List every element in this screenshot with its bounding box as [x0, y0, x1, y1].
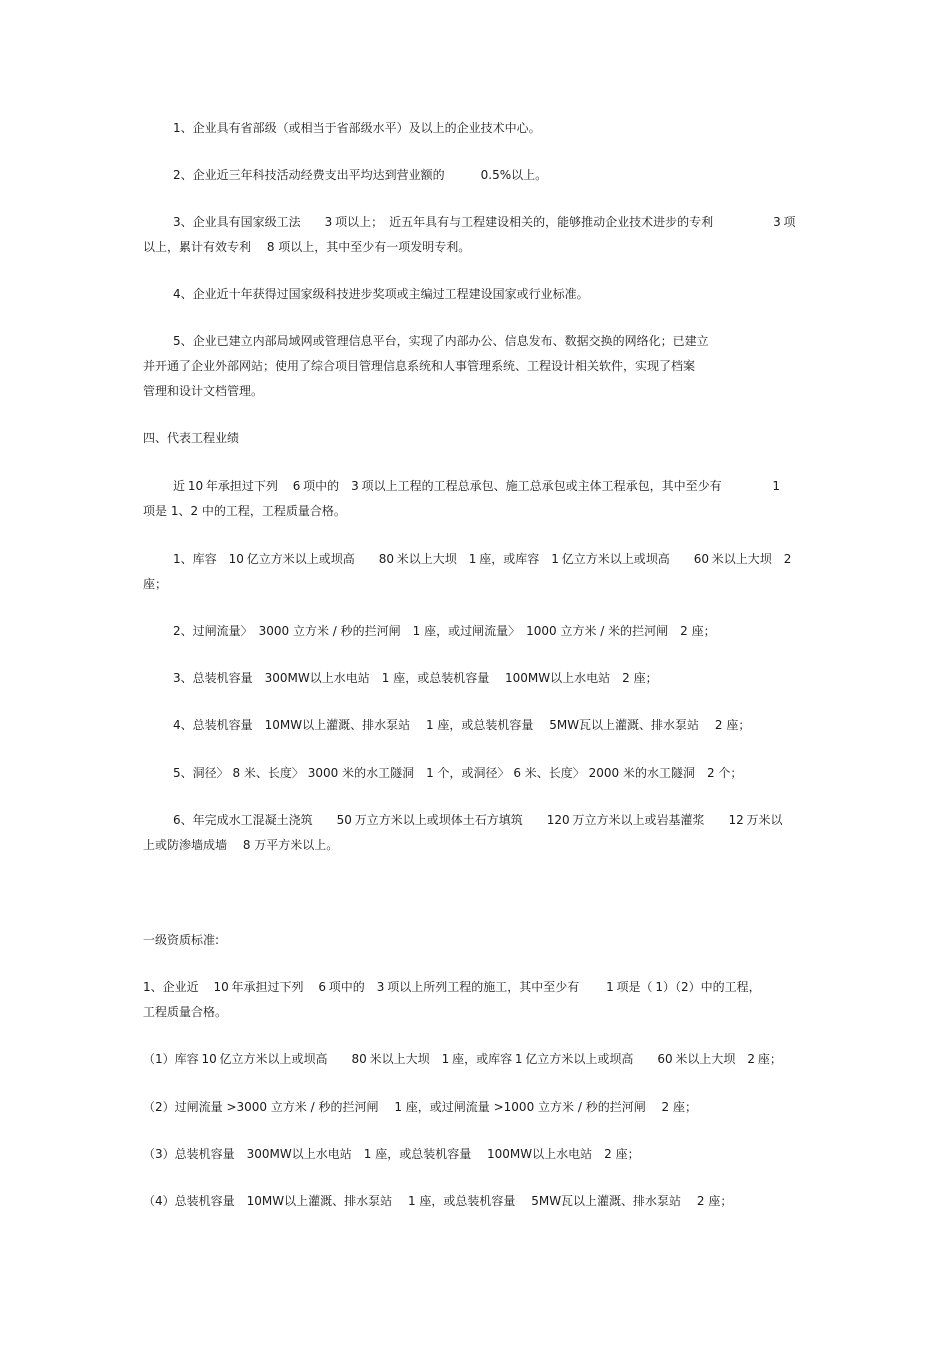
performance-intro-line-1: 近 10 年承担过下列 6 项中的 3 项以上工程的工程总承包、施工总承包或主体工程承包，其中至少有 1: [173, 479, 781, 493]
grade-1-subitem-2: （2）过闸流量 >3000 立方米 / 秒的拦河闸 1 座，或过闸流量 >1000 立方米 / 秒的拦河闸 2 座；: [143, 1100, 697, 1114]
grade-1-subitem-3: （3）总装机容量 300MW以上水电站 1 座，或总装机容量 100MW以上水电站 2 座；: [143, 1147, 640, 1161]
performance-item-1-line-2: 座；: [143, 577, 168, 591]
performance-item-2: 2、过闸流量〉 3000 立方米 / 秒的拦河闸 1 座，或过闸流量〉 1000 立方米 / 米的拦河闸 2 座；: [173, 624, 716, 638]
performance-item-1-line-1: 1、库容 10 亿立方米以上或坝高 80 米以上大坝 1 座，或库容 1 亿立方米以上或坝高 60 米以上大坝 2: [173, 552, 792, 566]
grade-1-subitem-1: （1）库容 10 亿立方米以上或坝高 80 米以上大坝 1 座，或库容 1 亿立方米以上或坝高 60 米以上大坝 2 座；: [143, 1052, 782, 1066]
performance-item-5: 5、洞径〉 8 米、长度〉 3000 米的水工隧洞 1 个，或洞径〉 6 米、长度〉 2000 米的水工隧洞 2 个；: [173, 766, 743, 780]
para-5-line-1: 5、企业已建立内部局域网或管理信息平台，实现了内部办公、信息发布、数据交换的网络化；已建立: [173, 334, 709, 348]
performance-item-6-line-1: 6、年完成水工混凝土浇筑 50 万立方米以上或坝体土石方填筑 120 万立方米以上或岩基灌浆 12 万米以: [173, 813, 783, 827]
para-3-line-2: 以上，累计有效专利 8 项以上，其中至少有一项发明专利。: [143, 240, 471, 254]
section-heading-4: 四、代表工程业绩: [143, 431, 240, 445]
para-1-line: 1、企业具有省部级（或相当于省部级水平）及以上的企业技术中心。: [173, 121, 541, 135]
grade-1-heading: 一级资质标准:: [143, 933, 220, 947]
performance-item-3: 3、总装机容量 300MW以上水电站 1 座，或总装机容量 100MW以上水电站 2 座；: [173, 671, 658, 685]
performance-item-6-line-2: 上或防渗墙成墙 8 万平方米以上。: [143, 838, 339, 852]
grade-1-subitem-4: （4）总装机容量 10MW以上灌溉、排水泵站 1 座，或总装机容量 5MW瓦以上灌溉、排水泵站 2 座；: [143, 1194, 733, 1208]
para-5-line-3: 管理和设计文档管理。: [143, 384, 264, 398]
para-5-line-2: 并开通了企业外部网站；使用了综合项目管理信息系统和人事管理系统、工程设计相关软件，实现了档案: [143, 359, 696, 373]
grade-1-item-1-line-2: 工程质量合格。: [143, 1005, 228, 1019]
performance-intro-line-2: 项是 1、2 中的工程，工程质量合格。: [143, 504, 346, 518]
grade-1-item-1-line-1: 1、企业近 10 年承担过下列 6 项中的 3 项以上所列工程的施工，其中至少有 1 项是（ 1）（2）中的工程，: [143, 980, 761, 994]
para-4-line: 4、企业近十年获得过国家级科技进步奖项或主编过工程建设国家或行业标准。: [173, 287, 589, 301]
para-3-line-1: 3、企业具有国家级工法 3 项以上； 近五年具有与工程建设相关的，能够推动企业技术进步的专利 3 项: [173, 215, 796, 229]
performance-item-4: 4、总装机容量 10MW以上灌溉、排水泵站 1 座，或总装机容量 5MW瓦以上灌溉、排水泵站 2 座；: [173, 718, 751, 732]
para-2-line: 2、企业近三年科技活动经费支出平均达到营业额的 0.5%以上。: [173, 168, 548, 182]
